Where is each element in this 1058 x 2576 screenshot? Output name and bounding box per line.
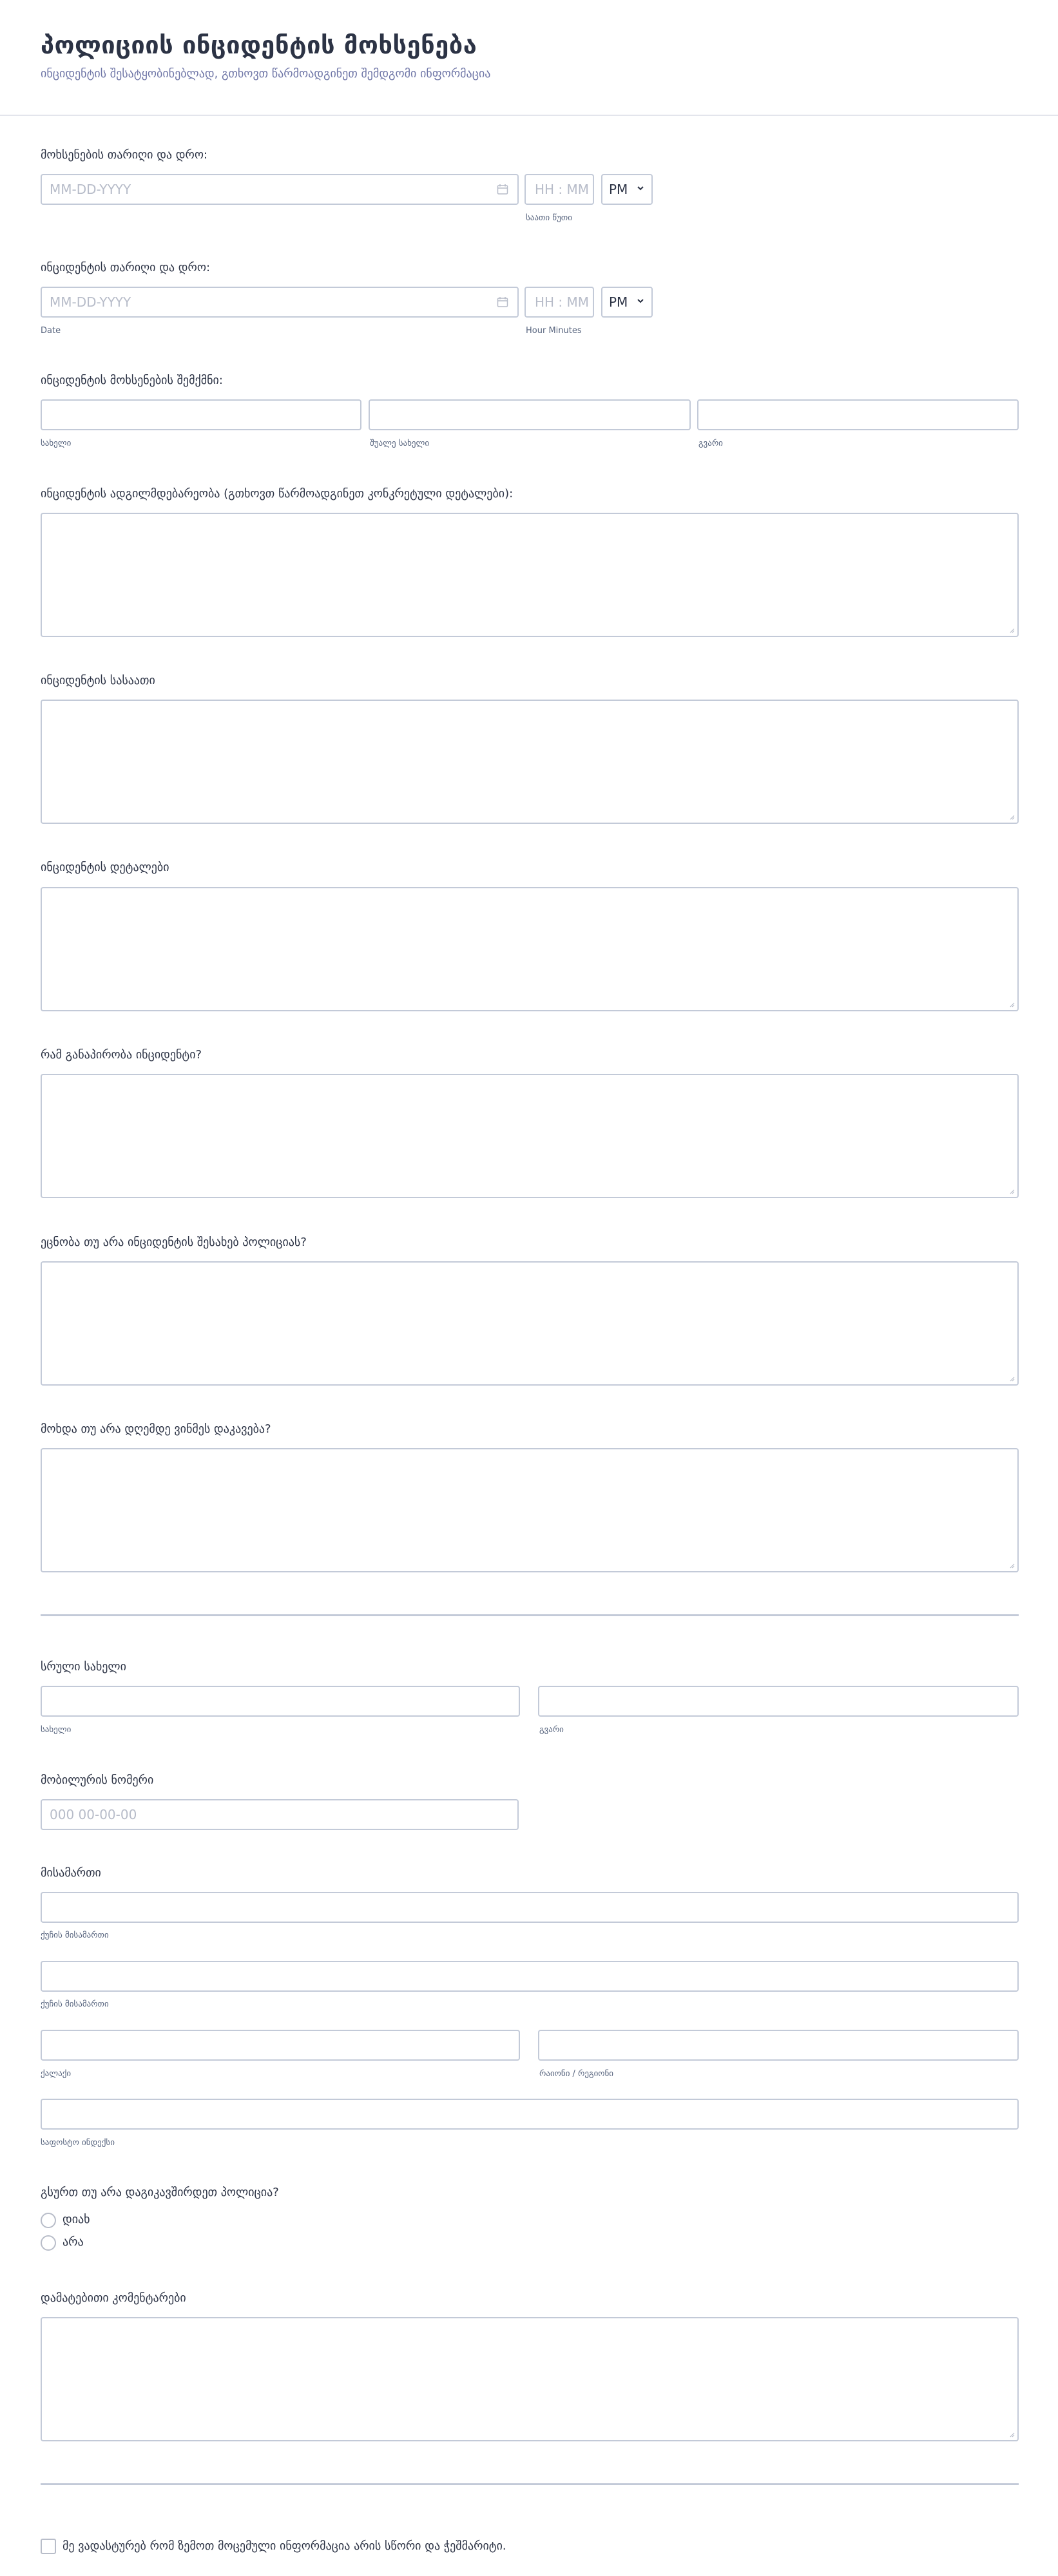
incident-datetime-label: ინციდენტის თარიღი და დრო: — [41, 261, 211, 274]
incident-details-label: ინციდენტის დეტალები — [41, 861, 169, 874]
incident-ampm-value: PM — [609, 294, 628, 310]
injured-label: მოხდა თუ არა დღემდე ვინმეს დაკავება? — [41, 1422, 271, 1436]
reporter-label: ინციდენტის მოხსენების შემქმნი: — [41, 374, 223, 387]
confirm-label[interactable]: მე ვადასტურებ რომ ზემოთ მოცემული ინფორმაცია არის სწორი და ჭეშმარიტი. — [63, 2539, 506, 2553]
radio-yes-label[interactable]: დიახ — [63, 2213, 90, 2226]
cause-label: რამ განაპირობა ინციდენტი? — [41, 1048, 202, 1062]
incident-date-input[interactable] — [41, 287, 519, 318]
reporter-last-sublabel: გვარი — [698, 439, 723, 448]
incident-time-label: ინციდენტის სასაათი — [41, 674, 155, 687]
first-name-input[interactable] — [41, 1686, 520, 1717]
incident-date-placeholder: MM-DD-YYYY — [50, 294, 131, 310]
section-divider — [41, 1614, 1019, 1616]
calendar-icon[interactable] — [497, 184, 508, 195]
resize-grip-icon[interactable] — [1008, 1562, 1015, 1569]
reporter-first-sublabel: სახელი — [41, 439, 72, 448]
contact-police-label: გსურთ თუ არა დაგიკავშირდეთ პოლიცია? — [41, 2186, 279, 2199]
reporter-middle-sublabel: შუალე სახელი — [370, 439, 430, 448]
incident-time-placeholder: HH : MM — [535, 294, 590, 310]
page-subtitle: ინციდენტის შესატყობინებლად, გთხოვთ წარმოადგინეთ შემდგომი ინფორმაცია — [41, 67, 491, 81]
report-datetime-label: მოხსენების თარიღი და დრო: — [41, 148, 208, 162]
resize-grip-icon[interactable] — [1008, 2431, 1015, 2438]
report-ampm-select[interactable] — [601, 174, 653, 205]
section-divider — [41, 2483, 1019, 2485]
postal-code-sublabel: საფოსტო ინდექსი — [41, 2138, 115, 2148]
chevron-down-icon — [636, 184, 645, 193]
comments-label: დამატებითი კომენტარები — [41, 2291, 186, 2305]
reporter-middle-name-input[interactable] — [369, 399, 691, 430]
incident-date-sublabel: Date — [41, 326, 61, 336]
radio-yes[interactable] — [41, 2213, 56, 2228]
report-date-input[interactable] — [41, 174, 519, 205]
phone-input[interactable] — [41, 1799, 519, 1830]
confirm-checkbox[interactable] — [41, 2539, 56, 2554]
last-name-sublabel: გვარი — [539, 1725, 564, 1735]
form-header — [0, 0, 1058, 116]
resize-grip-icon[interactable] — [1008, 1001, 1015, 1007]
report-time-sublabel: საათი წუთი — [526, 213, 572, 223]
resize-grip-icon[interactable] — [1008, 627, 1015, 633]
report-date-placeholder: MM-DD-YYYY — [50, 182, 131, 197]
calendar-icon[interactable] — [497, 296, 508, 308]
report-time-placeholder: HH : MM — [535, 182, 590, 197]
street-address-line2-sublabel: ქუჩის მისამართი — [41, 1999, 109, 2009]
first-name-sublabel: სახელი — [41, 1725, 72, 1735]
resize-grip-icon[interactable] — [1008, 814, 1015, 820]
region-input[interactable] — [538, 2030, 1019, 2061]
city-sublabel: ქალაქი — [41, 2069, 72, 2079]
radio-no-label[interactable]: არა — [63, 2235, 84, 2249]
phone-label: მობილურის ნომერი — [41, 1773, 154, 1787]
police-notified-textarea[interactable] — [41, 1261, 1019, 1386]
cause-textarea[interactable] — [41, 1074, 1019, 1198]
last-name-input[interactable] — [538, 1686, 1019, 1717]
postal-code-input[interactable] — [41, 2099, 1019, 2130]
report-time-input[interactable] — [524, 174, 594, 205]
chevron-down-icon — [636, 296, 645, 305]
radio-no[interactable] — [41, 2235, 56, 2251]
page-title: პოლიციის ინციდენტის მოხსენება — [41, 31, 477, 59]
reporter-last-name-input[interactable] — [697, 399, 1019, 430]
incident-time-input[interactable] — [524, 287, 594, 318]
street-address-input[interactable] — [41, 1892, 1019, 1923]
comments-textarea[interactable] — [41, 2317, 1019, 2441]
location-textarea[interactable] — [41, 513, 1019, 637]
police-notified-label: ეცნობა თუ არა ინციდენტის შესახებ პოლიციას? — [41, 1236, 307, 1249]
incident-time-sublabel: Hour Minutes — [526, 326, 582, 336]
city-input[interactable] — [41, 2030, 520, 2061]
resize-grip-icon[interactable] — [1008, 1188, 1015, 1194]
full-name-label: სრული სახელი — [41, 1660, 126, 1674]
report-ampm-value: PM — [609, 182, 628, 197]
resize-grip-icon[interactable] — [1008, 1375, 1015, 1382]
phone-placeholder: 000 00-00-00 — [50, 1807, 137, 1822]
incident-time-textarea[interactable] — [41, 700, 1019, 824]
street-address-sublabel: ქუჩის მისამართი — [41, 1931, 109, 1940]
location-label: ინციდენტის ადგილმდებარეობა (გთხოვთ წარმოადგინეთ კონკრეტული დეტალები): — [41, 487, 514, 501]
street-address-line2-input[interactable] — [41, 1961, 1019, 1992]
incident-details-textarea[interactable] — [41, 887, 1019, 1011]
injured-textarea[interactable] — [41, 1448, 1019, 1572]
address-label: მისამართი — [41, 1866, 101, 1880]
region-sublabel: რაიონი / რეგიონი — [539, 2069, 614, 2079]
incident-ampm-select[interactable] — [601, 287, 653, 318]
reporter-first-name-input[interactable] — [41, 399, 361, 430]
